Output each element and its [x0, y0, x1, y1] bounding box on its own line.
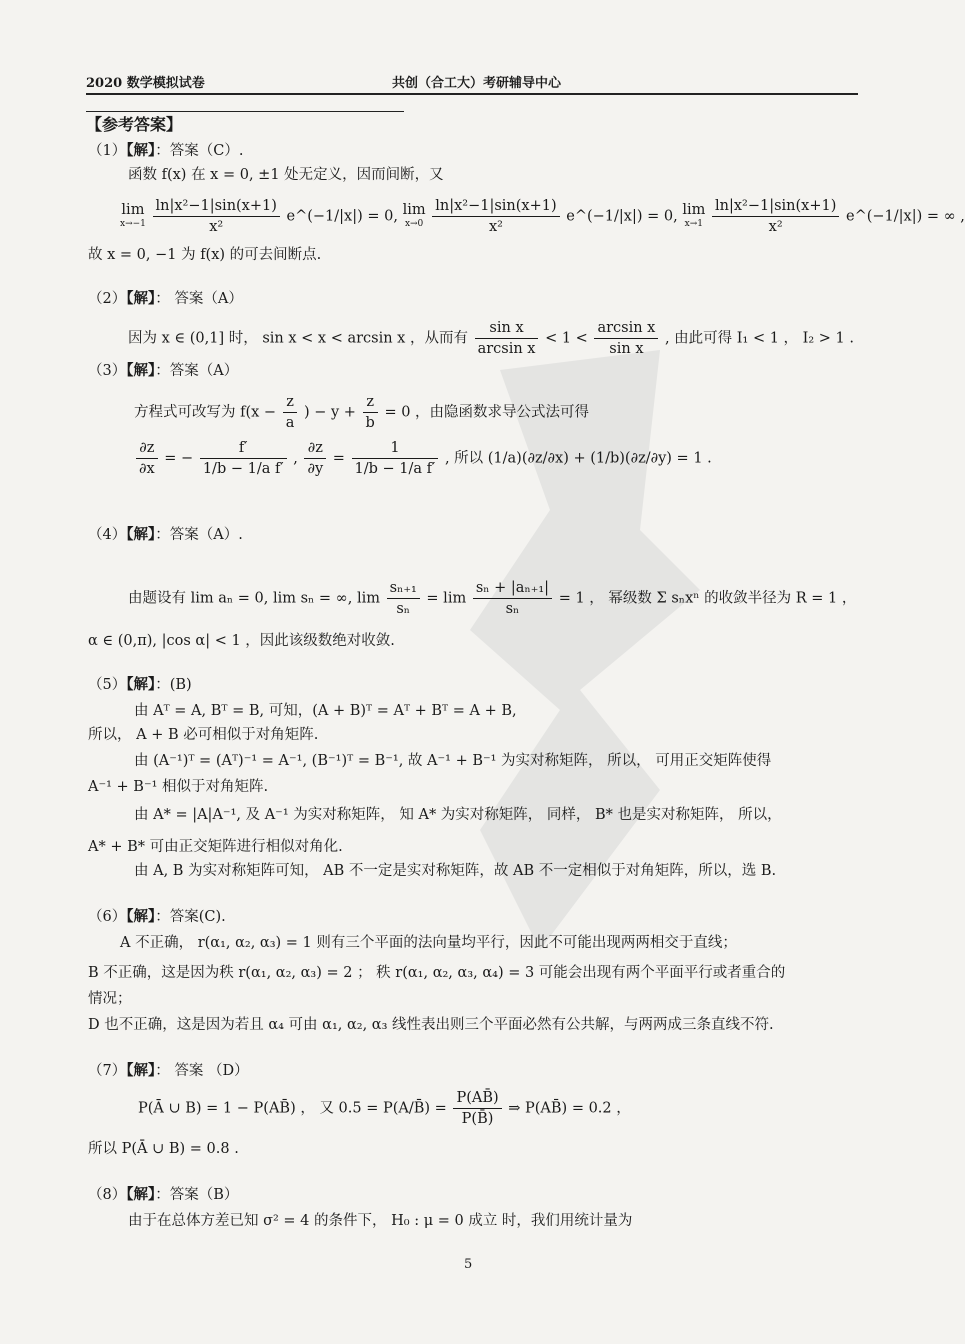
- q1-frac2: $\frac{\text{ln|x²−1|sin(x+1)}}{\text{x²}}$: [432, 196, 559, 237]
- q8-l1: 由于在总体方差已知 σ² = 4 的条件下， H₀ : μ = 0 成立 时，我们用统计量为: [128, 1213, 633, 1229]
- header-center: 共创（合工大）考研辅导中心: [392, 76, 562, 91]
- q6-l3: 情况；: [88, 991, 132, 1007]
- q3-heading: （3）【解】：答案（A）: [88, 362, 239, 379]
- q1-lim3: lim x→1: [682, 201, 706, 229]
- q6-l4: D 也不正确，这是因为若且 α₄ 可由 α₁, α₂, α₃ 线性表出则三个平面必然有公共解，与两两成三条直线不符.: [88, 1017, 774, 1033]
- q5-l2: 所以， A + B 必可相似于对角矩阵.: [88, 727, 319, 743]
- section-title: 【参考答案】: [86, 115, 183, 134]
- q2-mid: < 1 <: [545, 330, 588, 347]
- q1-label: （1）: [88, 143, 127, 159]
- q1-exp3: e^(−1/|x|): [845, 208, 923, 225]
- q1-tag: 【解】: [126, 142, 156, 159]
- q7-l2: 所以 P(Ā ∪ B) = 0.8 .: [88, 1141, 239, 1157]
- q5-l4: A⁻¹ + B⁻¹ 相似于对角矩阵.: [88, 779, 269, 795]
- q5-l7: 由 A, B 为实对称矩阵可知， AB 不一定是实对称矩阵，故 AB 不一定相似于对角矩阵，所以，选 B.: [134, 863, 777, 879]
- header-rule: [86, 93, 858, 95]
- q3-line1: 方程式可改写为 f(x − $\frac{z}{a}$ ) − y + $\frac{z}{b}$ = 0 ，由隐函数求导公式法可得: [134, 394, 590, 431]
- q6-heading: （6）【解】：答案(C).: [88, 908, 226, 925]
- q2-frac2: $\frac{\text{arcsin x}}{\text{sin x}}$: [594, 318, 658, 359]
- q1-line3: 故 x = 0, −1 为 f(x) 的可去间断点.: [88, 247, 322, 263]
- q4-frac1: $\frac{\text{sₙ₊₁}}{\text{sₙ}}$: [387, 578, 420, 619]
- q1-exp2: e^(−1/|x|): [566, 208, 643, 225]
- q1-frac3: $\frac{\text{ln|x²−1|sin(x+1)}}{\text{x²}}$: [712, 196, 839, 237]
- q5-l1: 由 Aᵀ = A, Bᵀ = B, 可知，(A + B)ᵀ = Aᵀ + Bᵀ = A + B,: [134, 703, 517, 719]
- q2-pre: 因为 x ∈ (0,1] 时， sin x < x < arcsin x ，从而有: [128, 330, 468, 347]
- q2-frac1: $\frac{\text{sin x}}{\text{arcsin x}}$: [475, 318, 539, 359]
- q1-lim2: lim x→0: [402, 201, 426, 229]
- q2-line: [128, 318, 854, 359]
- q1-heading: [88, 142, 243, 160]
- q1-res1: = 0,: [367, 208, 398, 225]
- q3-dzdy: $\frac{\partial z}{\partial y}$: [304, 438, 326, 479]
- q1-line1: 函数 f(x) 在 x = 0, ±1 处无定义，因而间断，又: [128, 167, 444, 183]
- q1-frac1: $\frac{\text{ln|x²−1|sin(x+1)}}{\text{x²}}$: [153, 196, 280, 237]
- q7-frac: $\frac{P(AB̄)}{P(B̄)}$: [453, 1088, 501, 1129]
- page-number: 5: [464, 1257, 473, 1272]
- q4-frac2: $\frac{\text{sₙ + |aₙ₊₁|}}{\text{sₙ}}$: [473, 578, 552, 619]
- q6-l2: B 不正确，这是因为秩 r(α₁, α₂, α₃) = 2 ； 秩 r(α₁, α₂, α₃, α₄) = 3 可能会出现有两个平面平行或者重合的: [88, 965, 786, 981]
- q5-l3: 由 (A⁻¹)ᵀ = (Aᵀ)⁻¹ = A⁻¹, (B⁻¹)ᵀ = B⁻¹, 故 A⁻¹ + B⁻¹ 为实对称矩阵， 所以， 可用正交矩阵使得: [134, 753, 772, 769]
- q2-post: , 由此可得 I₁ < 1 ， I₂ > 1 .: [664, 330, 854, 347]
- q5-l5: 由 A* = |A|A⁻¹, 及 A⁻¹ 为实对称矩阵， 知 A* 为实对称矩阵， 同样， B* 也是实对称矩阵， 所以，: [134, 807, 782, 823]
- q6-l1: A 不正确， r(α₁, α₂, α₃) = 1 则有三个平面的法向量均平行，因此不可能出现两两相交于直线；: [120, 935, 737, 951]
- q3-dzdx: $\frac{\partial z}{\partial x}$: [136, 438, 158, 479]
- q3-frac-za: $\frac{z}{a}$: [283, 392, 298, 433]
- q7-l1: P(Ā ∪ B) = 1 − P(AB̄) ， 又 0.5 = P(A/B̄) = $\frac{P(AB̄)}{P(B̄)}$ ⇒ P(AB̄) = 0.2 ，: [138, 1090, 631, 1127]
- q4-line2: α ∈ (0,π), |cos α| < 1 ，因此该级数绝对收敛.: [88, 633, 395, 649]
- q3-frac-f: $\frac{f'}{\text{1/b − 1/a f′}}$: [200, 438, 287, 479]
- q1-answer: ：答案（C）.: [155, 143, 244, 159]
- q3-frac-one: $\frac{1}{\text{1/b − 1/a f′}}$: [352, 438, 439, 479]
- q1-line2: [120, 196, 965, 237]
- q1-res3: = ∞ ,: [926, 208, 965, 225]
- q5-l6: A* + B* 可由正交矩阵进行相似对角化.: [88, 839, 343, 855]
- q4-line1: 由题设有 lim aₙ = 0, lim sₙ = ∞, lim $\frac{\text{sₙ₊₁}}{\text{sₙ}}$ = lim $\frac{\text{sₙ + |aₙ₊₁|}}{\text{sₙ}}$ = 1 ， 幂级数 Σ sₙxⁿ 的收敛半径为 R = 1 ，: [128, 580, 857, 617]
- q1-lim1: lim x→−1: [120, 201, 146, 229]
- header-subrule: [86, 111, 404, 112]
- q4-heading: （4）【解】：答案（A）.: [88, 526, 243, 543]
- header-left: 2020 数学模拟试卷: [86, 76, 205, 91]
- q1-res2: = 0,: [647, 208, 678, 225]
- q2-heading: （2）【解】： 答案（A）: [88, 290, 243, 307]
- q7-heading: （7）【解】： 答案 （D）: [88, 1062, 249, 1079]
- q3-frac-zb: $\frac{z}{b}$: [363, 392, 378, 433]
- q8-heading: （8）【解】：答案（B）: [88, 1186, 239, 1203]
- q5-heading: （5）【解】：(B): [88, 676, 192, 693]
- q3-line2: $\frac{\partial z}{\partial x}$ = − $\frac{f'}{\text{1/b − 1/a f′}}$ , $\frac{\partial z}{\partial y}$ = $\frac{1}{\text{1/b − 1/a f′}}$ , 所以 (1/a)(∂z/∂x) + (1/b)(∂z/∂y) = 1 .: [134, 438, 712, 479]
- q1-exp1: e^(−1/|x|): [286, 208, 363, 225]
